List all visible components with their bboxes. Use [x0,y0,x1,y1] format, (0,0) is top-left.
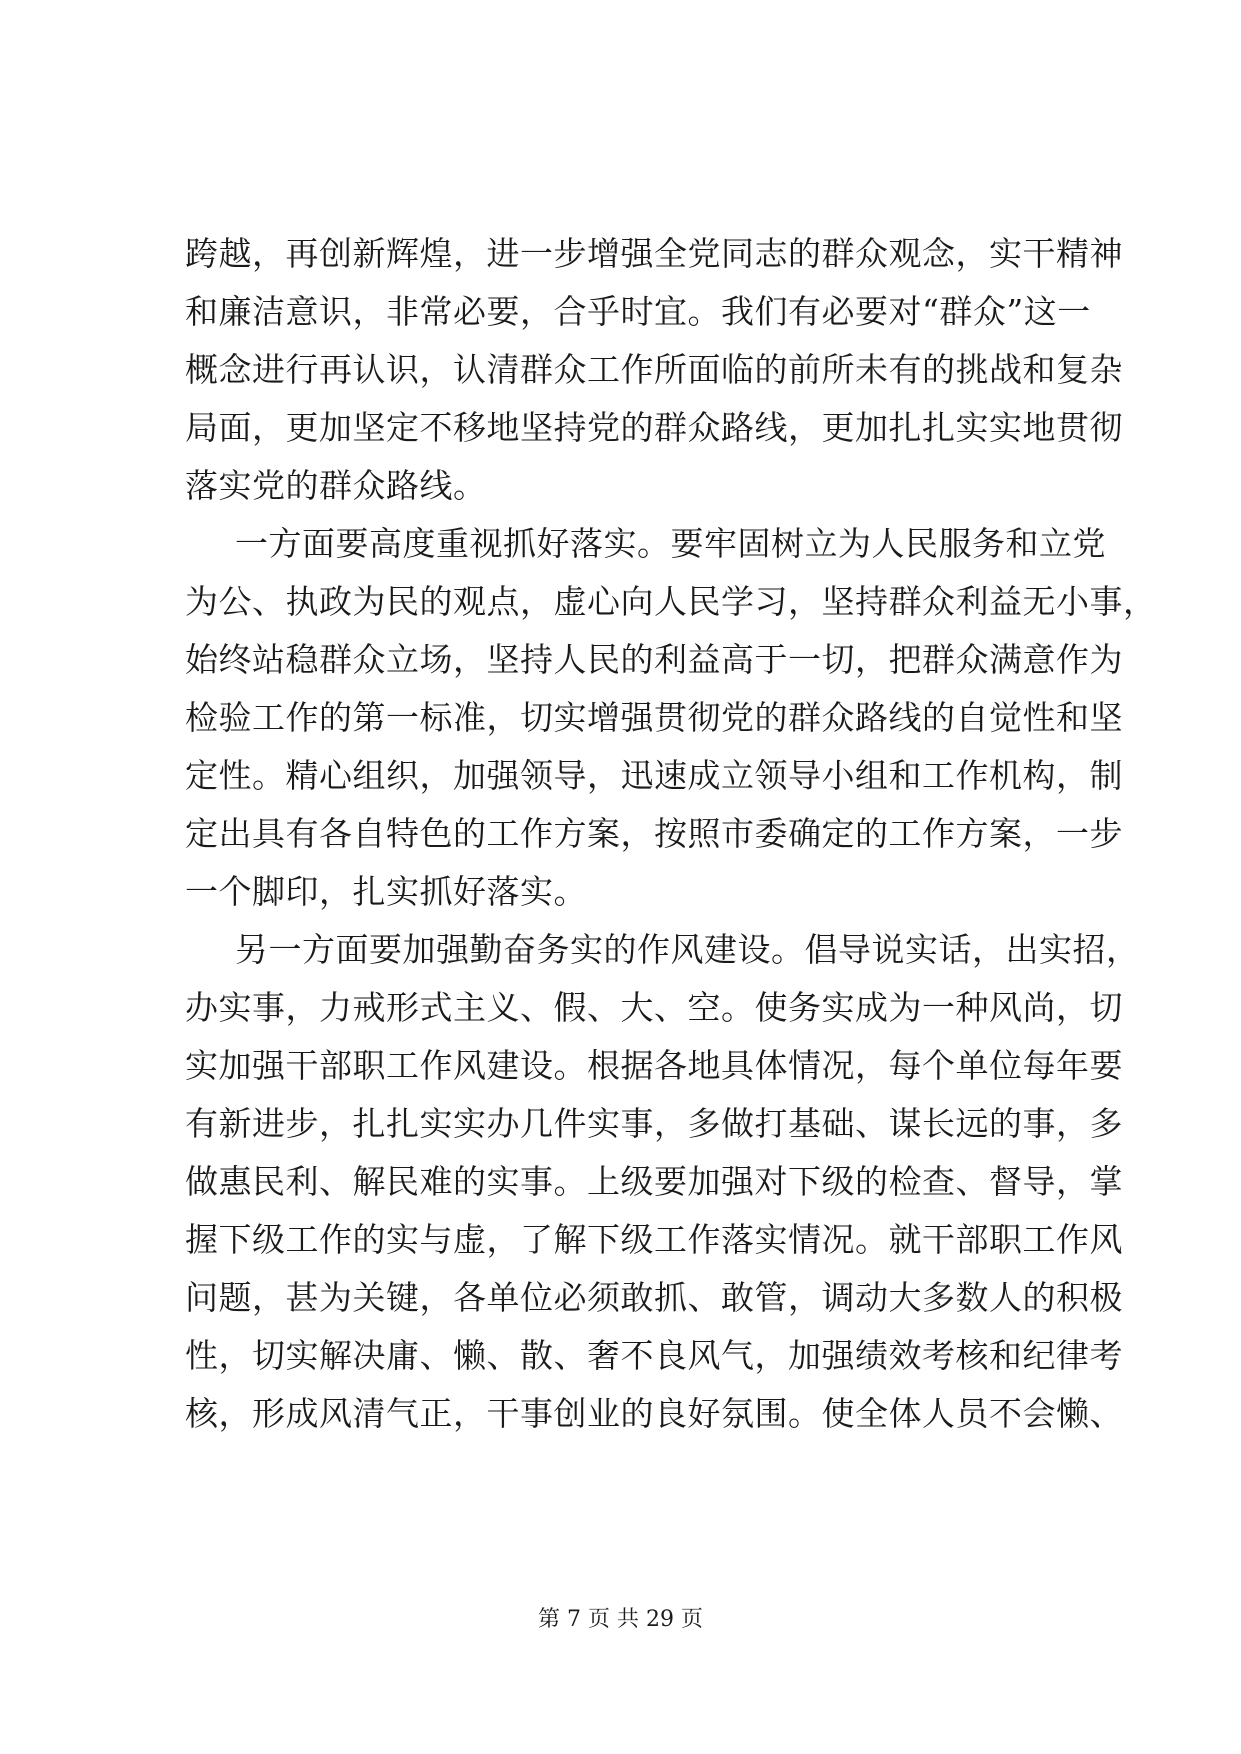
paragraph-1-line: 和廉洁意识，非常必要，合乎时宜。我们有必要对“群众”这一 [185,292,1091,331]
paragraph-3-line: 做惠民利、解民难的实事。上级要加强对下级的检查、督导，掌 [185,1162,1123,1201]
document-body [185,225,1157,1443]
paragraph-3-line: 实加强干部职工作风建设。根据各地具体情况，每个单位每年要 [185,1046,1123,1085]
paragraph-1-line: 局面，更加坚定不移地坚持党的群众路线，更加扎扎实实地贯彻 [185,408,1123,447]
paragraph-3-line: 有新进步，扎扎实实办几件实事，多做打基础、谋长远的事，多 [185,1104,1123,1143]
paragraph-2-line: 为公、执政为民的观点，虚心向人民学习，坚持群众利益无小事， [185,582,1157,621]
page-number-footer: 第 7 页 共 29 页 [538,1607,703,1632]
paragraph-1-line: 概念进行再认识，认清群众工作所面临的前所未有的挑战和复杂 [185,350,1123,389]
paragraph-1-line: 落实党的群众路线。 [185,466,487,505]
paragraph-2-line: 始终站稳群众立场，坚持人民的利益高于一切，把群众满意作为 [185,640,1123,679]
paragraph-3-line: 核，形成风清气正，干事创业的良好氛围。使全体人员不会懒、 [185,1394,1123,1433]
paragraph-1-line: 跨越，再创新辉煌，进一步增强全党同志的群众观念，实干精神 [185,234,1123,273]
paragraph-3-line: 性，切实解决庸、懒、散、奢不良风气，加强绩效考核和纪律考 [185,1336,1123,1375]
paragraph-2-line: 定性。精心组织，加强领导，迅速成立领导小组和工作机构，制 [185,756,1123,795]
paragraph-3-line: 握下级工作的实与虚，了解下级工作落实情况。就干部职工作风 [185,1220,1123,1259]
paragraph-3-line: 问题，甚为关键，各单位必须敢抓、敢管，调动大多数人的积极 [185,1278,1123,1317]
paragraph-3-line: 办实事，力戒形式主义、假、大、空。使务实成为一种风尚，切 [185,988,1123,1027]
paragraph-2-line: 一方面要高度重视抓好落实。要牢固树立为人民服务和立党 [235,524,1106,563]
paragraph-2-line: 检验工作的第一标准，切实增强贯彻党的群众路线的自觉性和坚 [185,698,1123,737]
paragraph-2-line: 定出具有各自特色的工作方案，按照市委确定的工作方案，一步 [185,814,1123,853]
paragraph-2-line: 一个脚印，扎实抓好落实。 [185,872,587,911]
paragraph-3-line: 另一方面要加强勤奋务实的作风建设。倡导说实话，出实招， [235,930,1140,969]
